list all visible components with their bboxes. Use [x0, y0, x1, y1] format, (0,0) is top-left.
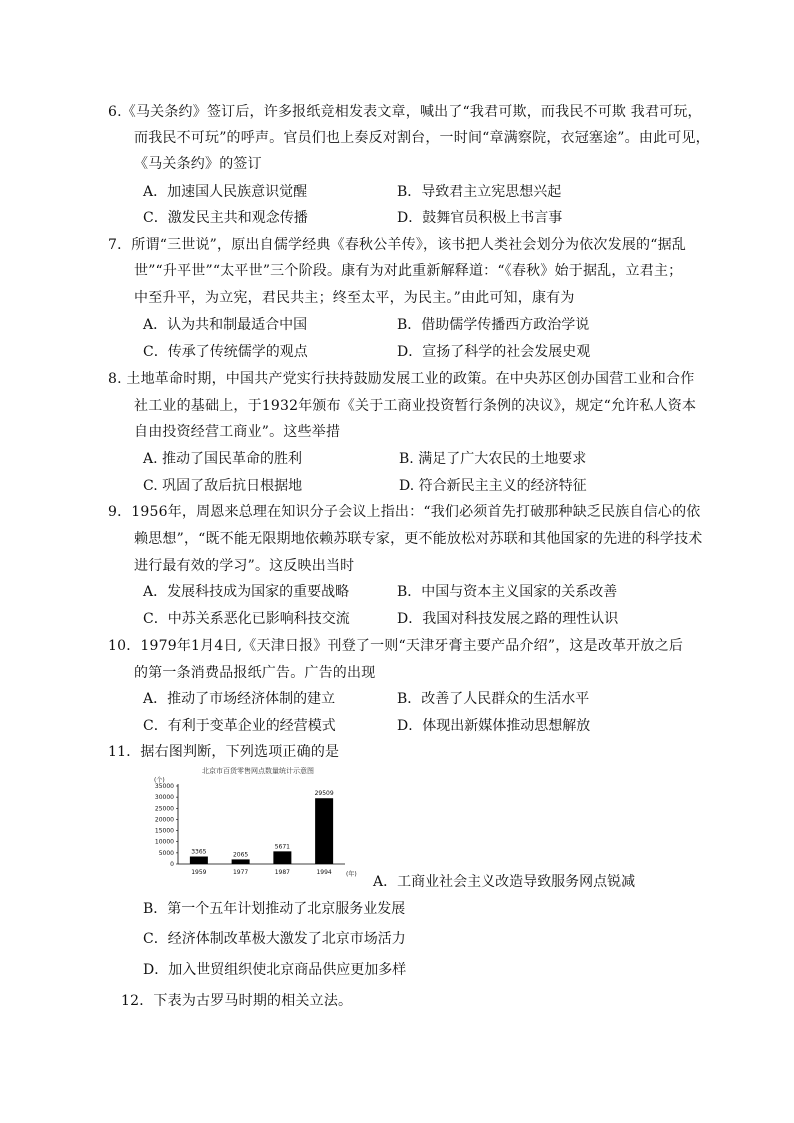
q7-option-b: B．借助儒学传播西方政治学说	[397, 317, 590, 333]
y-tick-label: 25000	[154, 805, 174, 813]
q9-option-d: D．我国对科技发展之路的理性认识	[397, 611, 619, 627]
q7-option-c: C．传承了传统儒学的观点	[143, 344, 308, 360]
q11-option-a: A．工商业社会主义改造导致服务网点锐减	[373, 874, 636, 890]
q6-option-a: A．加速国人民族意识觉醒	[143, 184, 308, 200]
y-tick-label: 30000	[154, 794, 174, 802]
q8-line-2: 社工业的基础上，于1932年颁布《关于工商业投资暂行条例的决议》，规定“允许私人资本	[134, 398, 697, 414]
q11-option-c: C．经济体制改革极大激发了北京市场活力	[143, 931, 406, 947]
q7-line-1: 7．所谓“三世说”，原出自儒学经典《春秋公羊传》，该书把人类社会划分为依次发展的“据乱	[108, 237, 686, 253]
q11-option-b: B．第一个五年计划推动了北京服务业发展	[143, 901, 406, 917]
q8-option-b: B. 满足了广大农民的土地要求	[399, 451, 587, 467]
y-tick-label: 35000	[154, 783, 174, 790]
bar	[315, 798, 333, 864]
q9-line-1: 9．1956年，周恩来总理在知识分子会议上指出：“我们必须首先打破那种缺乏民族自信心的依	[108, 504, 701, 520]
x-tick-label: 1987	[274, 869, 291, 876]
q10-line-2: 的第一条消费品报纸广告。广告的出现	[134, 665, 376, 681]
y-tick-label: 10000	[154, 838, 174, 846]
q10-option-c: C．有利于变革企业的经营模式	[143, 718, 336, 734]
bar	[232, 859, 250, 864]
y-tick-label: 20000	[154, 816, 174, 824]
bar-value-label: 2065	[232, 851, 249, 859]
q6-line-1: 6.《马关条约》签订后，许多报纸竞相发表文章，喊出了“我君可欺，而我民不可欺 我君可玩，	[108, 104, 702, 120]
bar-value-label: 5671	[274, 843, 291, 851]
x-axis-unit-label: (年)	[346, 871, 357, 878]
q10-option-d: D．体现出新媒体推动思想解放	[397, 718, 591, 734]
q6-line-2: 而我民不可玩”的呼声。官员们也上奏反对割台，一时间“章满察院，衣冠塞途”。由此可见，	[134, 130, 710, 146]
bar-value-label: 29509	[314, 790, 334, 798]
q6-option-d: D．鼓舞官员积极上书言事	[397, 210, 563, 226]
q9-line-3: 进行最有效的学习”。这反映出当时	[134, 558, 355, 574]
q8-line-3: 自由投资经营工商业”。这些举措	[134, 424, 341, 440]
bar-chart	[140, 764, 375, 892]
q8-option-c: C. 巩固了敌后抗日根据地	[143, 478, 303, 494]
q9-option-a: A．发展科技成为国家的重要战略	[143, 584, 350, 600]
y-tick-label: 0	[170, 861, 174, 868]
q8-option-d: D. 符合新民主主义的经济特征	[399, 478, 587, 494]
q11-stem: 11．据右图判断，下列选项正确的是	[108, 744, 340, 760]
q8-option-a: A. 推动了国民革命的胜利	[143, 451, 303, 467]
y-tick-label: 15000	[154, 827, 174, 835]
q7-line-2: 世”“升平世”“太平世”三个阶段。康有为对此重新解释道：“《春秋》始于据乱，立君主；	[134, 263, 683, 279]
x-tick-label: 1994	[316, 869, 332, 876]
q6-line-3: 《马关条约》的签订	[134, 156, 262, 172]
chart-title: 北京市百货零售网点数量统计示意图	[202, 767, 314, 775]
bar-value-label: 3365	[191, 848, 207, 856]
q10-option-b: B．改善了人民群众的生活水平	[397, 691, 590, 707]
bar	[190, 857, 208, 864]
q7-option-a: A．认为共和制最适合中国	[143, 317, 308, 333]
q9-option-b: B．中国与资本主义国家的关系改善	[397, 584, 618, 600]
q6-option-c: C．激发民主共和观念传播	[143, 210, 308, 226]
y-tick-label: 5000	[158, 849, 174, 857]
q10-option-a: A．推动了市场经济体制的建立	[143, 691, 336, 707]
q8-line-1: 8. 土地革命时期，中国共产党实行扶持鼓励发展工业的政策。在中央苏区创办国营工业和合作	[108, 371, 695, 387]
bar	[273, 851, 291, 864]
q7-line-3: 中至升平，为立宪，君民共主；终至太平，为民主。”由此可知，康有为	[134, 290, 575, 306]
x-tick-label: 1959	[191, 869, 207, 876]
q9-line-2: 赖思想”，“既不能无限期地依赖苏联专家，更不能放松对苏联和其他国家的先进的科学技术	[134, 531, 703, 547]
q9-option-c: C．中苏关系恶化已影响科技交流	[143, 611, 350, 627]
q7-option-d: D．宣扬了科学的社会发展史观	[397, 344, 591, 360]
q11-option-d: D．加入世贸组织使北京商品供应更加多样	[143, 962, 407, 978]
y-axis-unit-label: (个)	[154, 777, 165, 784]
q10-line-1: 10．1979年1月4日,《天津日报》刊登了一则“天津牙膏主要产品介绍”，这是改革开放之后	[108, 638, 684, 654]
q6-option-b: B．导致君主立宪思想兴起	[397, 184, 562, 200]
bar-chart-svg	[140, 764, 375, 892]
x-tick-label: 1977	[232, 869, 249, 876]
q12-stem: 12．下表为古罗马时期的相关立法。	[121, 993, 353, 1009]
